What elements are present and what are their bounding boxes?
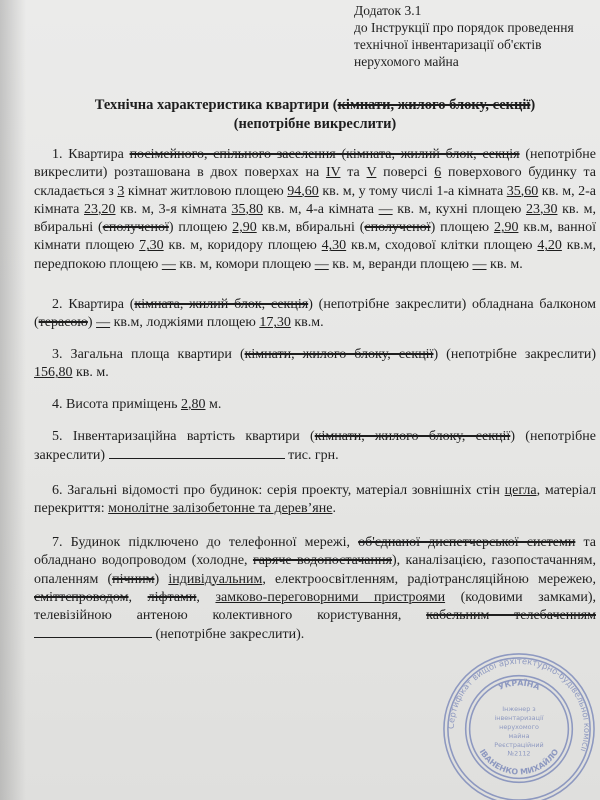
appendix-header bbox=[354, 2, 594, 70]
value-blank bbox=[109, 446, 285, 459]
official-stamp bbox=[440, 650, 598, 800]
hall-area: — bbox=[161, 256, 176, 272]
struck-text: кімнати, жилого блоку, секції bbox=[314, 429, 511, 444]
text: кв.м, передпокою площею bbox=[34, 238, 597, 272]
struck-text: об'єднаної диспетчерської системи bbox=[358, 535, 576, 550]
title-note: (непотрібне викреслити) bbox=[233, 116, 397, 132]
veranda-area: — bbox=[472, 256, 487, 272]
text: 2. Квартира ( bbox=[52, 297, 135, 312]
paragraph-6 bbox=[34, 482, 596, 519]
text: , матеріал перекриття: bbox=[34, 483, 596, 517]
text: кв. м. bbox=[72, 365, 109, 381]
rooms-count: 3 bbox=[117, 183, 125, 199]
room4-area: — bbox=[378, 201, 393, 217]
room1-area: 35,60 bbox=[506, 183, 539, 199]
total-area: 156,80 bbox=[34, 365, 73, 381]
paragraph-2 bbox=[34, 296, 596, 333]
ceiling-height: 2,80 bbox=[180, 397, 206, 412]
struck-text: посімейного, спільного заселення (кімната, жилий блок, секція bbox=[129, 147, 520, 162]
stamp-line-4: майна bbox=[508, 731, 530, 740]
floors-count: 6 bbox=[434, 165, 442, 181]
text: (кодовими замками), телевізійною антеною колективного користування, bbox=[34, 589, 597, 624]
text: кв.м. bbox=[290, 315, 324, 331]
struck-text: кабельним телебаченням bbox=[426, 608, 596, 624]
text: кв. м, 2-а кімната bbox=[34, 183, 596, 217]
pantry-area: — bbox=[314, 256, 329, 272]
corridor-area: 4,30 bbox=[321, 238, 347, 254]
appendix-line-3: технічної інвентаризації об'єктів bbox=[354, 37, 542, 52]
wc1-area: 2,90 bbox=[232, 220, 257, 236]
text: ) площею bbox=[430, 220, 494, 236]
text: ) (непотрібне закреслити) bbox=[433, 347, 596, 362]
living-area: 94,60 bbox=[287, 183, 319, 199]
paragraph-7 bbox=[34, 534, 596, 645]
text: ) (непотрібне закреслити) bbox=[34, 429, 596, 464]
text: поверхового будинку та складається з bbox=[34, 165, 596, 199]
wc2-area: 2,90 bbox=[493, 220, 519, 236]
intercom-text: замково-переговорними пристроями bbox=[215, 589, 446, 605]
struck-text: терасою bbox=[38, 315, 88, 331]
balcony-area: — bbox=[96, 315, 111, 331]
text: ) bbox=[87, 315, 97, 331]
document-title bbox=[40, 96, 590, 134]
appendix-line-1: Додаток 3.1 bbox=[354, 3, 422, 18]
floor-from: IV bbox=[325, 165, 341, 181]
struck-text: ліфтами bbox=[147, 589, 197, 605]
text: кв. м, кухні площею bbox=[392, 201, 526, 217]
text: ) (непотрібне закреслити) обладнана балконом ( bbox=[34, 297, 596, 331]
stamp-line-2: інвентаризації bbox=[494, 714, 544, 723]
text: кв.м, ванної кімнати площею bbox=[34, 220, 596, 254]
text: кв. м, комори площею bbox=[175, 256, 315, 272]
text: кв.м, лоджіями площею bbox=[110, 315, 260, 331]
text: , електроосвітленням, радіотрансляційною мережею, bbox=[262, 571, 596, 587]
text: ) площею bbox=[168, 220, 233, 236]
text: 6. Загальні відомості про будинок: серія проекту, матеріал зовнішніх стін bbox=[52, 483, 505, 498]
stamp-country: УКРАЇНА bbox=[496, 678, 542, 692]
text: 5. Інвентаризаційна вартість квартири ( bbox=[52, 429, 315, 444]
struck-text: пічним bbox=[112, 571, 155, 587]
text: кв. м, у тому числі 1-а кімната bbox=[318, 183, 507, 199]
text: кімнат житловою площею bbox=[124, 183, 288, 199]
text: поверсі bbox=[376, 165, 435, 181]
stamp-line-3: нерухомого bbox=[499, 723, 539, 731]
stamp-line-1: Інженер з bbox=[502, 705, 536, 714]
text: кв.м, вбиральні ( bbox=[256, 220, 365, 236]
struck-text: сміттєпроводом bbox=[34, 589, 129, 605]
text: 3. Загальна площа квартири ( bbox=[52, 347, 245, 362]
text: кв. м. bbox=[486, 256, 523, 272]
title-text: Технічна характеристика квартири ( bbox=[94, 97, 338, 113]
text: 1. Квартира bbox=[52, 147, 130, 162]
text: . bbox=[332, 501, 336, 517]
loggia-area: 17,30 bbox=[259, 315, 291, 331]
wall-material: цегла bbox=[504, 483, 537, 498]
room2-area: 23,20 bbox=[84, 201, 116, 217]
text: , bbox=[128, 589, 148, 605]
text: ), каналізацією, газопостачанням, опаленням ( bbox=[34, 553, 596, 587]
value-blank bbox=[34, 625, 152, 638]
bath-area: 7,30 bbox=[139, 238, 164, 254]
room3-area: 35,80 bbox=[231, 201, 263, 217]
text: , bbox=[196, 589, 216, 605]
struck-text: сполученої bbox=[102, 220, 169, 236]
text: кв. м, 4-а кімната bbox=[262, 201, 379, 217]
text: (непотрібне закреслити). bbox=[152, 627, 305, 643]
text: ) bbox=[154, 571, 169, 587]
paragraph-1 bbox=[34, 146, 596, 274]
title-struck: кімнати, жилого блоку, секції bbox=[337, 97, 531, 113]
text: кв.м, сходової клітки площею bbox=[346, 238, 538, 254]
floor-material: монолітне залізобетонне та дерев’яне bbox=[108, 501, 333, 517]
paragraph-3 bbox=[34, 346, 596, 383]
text: (непотрібне викреслити) розташована в двох поверхах на bbox=[34, 147, 596, 181]
floor-to: V bbox=[366, 165, 377, 181]
struck-text: кімнати, жилого блоку, секції bbox=[244, 347, 434, 362]
appendix-line-2: до Інструкції про порядок проведення bbox=[354, 20, 574, 35]
heating-type: індивідуальним bbox=[168, 571, 263, 587]
paragraph-4 bbox=[34, 396, 596, 414]
stairs-area: 4,20 bbox=[537, 238, 562, 254]
text: 7. Будинок підключено до телефонної мережі, bbox=[52, 535, 359, 550]
page-shadow bbox=[0, 0, 26, 800]
text: кв. м, коридору площею bbox=[163, 238, 322, 254]
text: 4. Висота приміщень bbox=[52, 397, 181, 412]
text: тис. грн. bbox=[284, 448, 339, 464]
stamp-name: ІВАНЕНКО МИХАЙЛО bbox=[477, 747, 561, 777]
struck-text: кімната, жилий блок, секція bbox=[134, 297, 309, 312]
text: кв. м, вбиральні ( bbox=[34, 201, 596, 236]
kitchen-area: 23,30 bbox=[525, 201, 558, 217]
text: та bbox=[340, 165, 367, 181]
stamp-line-5: Реєстраційний bbox=[494, 740, 544, 749]
stamp-line-6: №2112 bbox=[507, 749, 531, 758]
struck-text: сполученої bbox=[364, 220, 431, 236]
text: кв. м, веранди площею bbox=[328, 256, 473, 272]
appendix-line-4: нерухомого майна bbox=[354, 54, 459, 69]
stamp-outer-text: Сертифікат вищої архітектурно-будівельної комісії bbox=[445, 655, 593, 754]
struck-text: гаряче водопостачання bbox=[252, 553, 392, 569]
text: кв. м, 3-я кімната bbox=[115, 201, 232, 217]
title-text: ) bbox=[530, 97, 536, 113]
text: та обладнано водопроводом (холодне, bbox=[34, 535, 596, 569]
paragraph-5 bbox=[34, 428, 596, 466]
text: м. bbox=[205, 397, 222, 412]
